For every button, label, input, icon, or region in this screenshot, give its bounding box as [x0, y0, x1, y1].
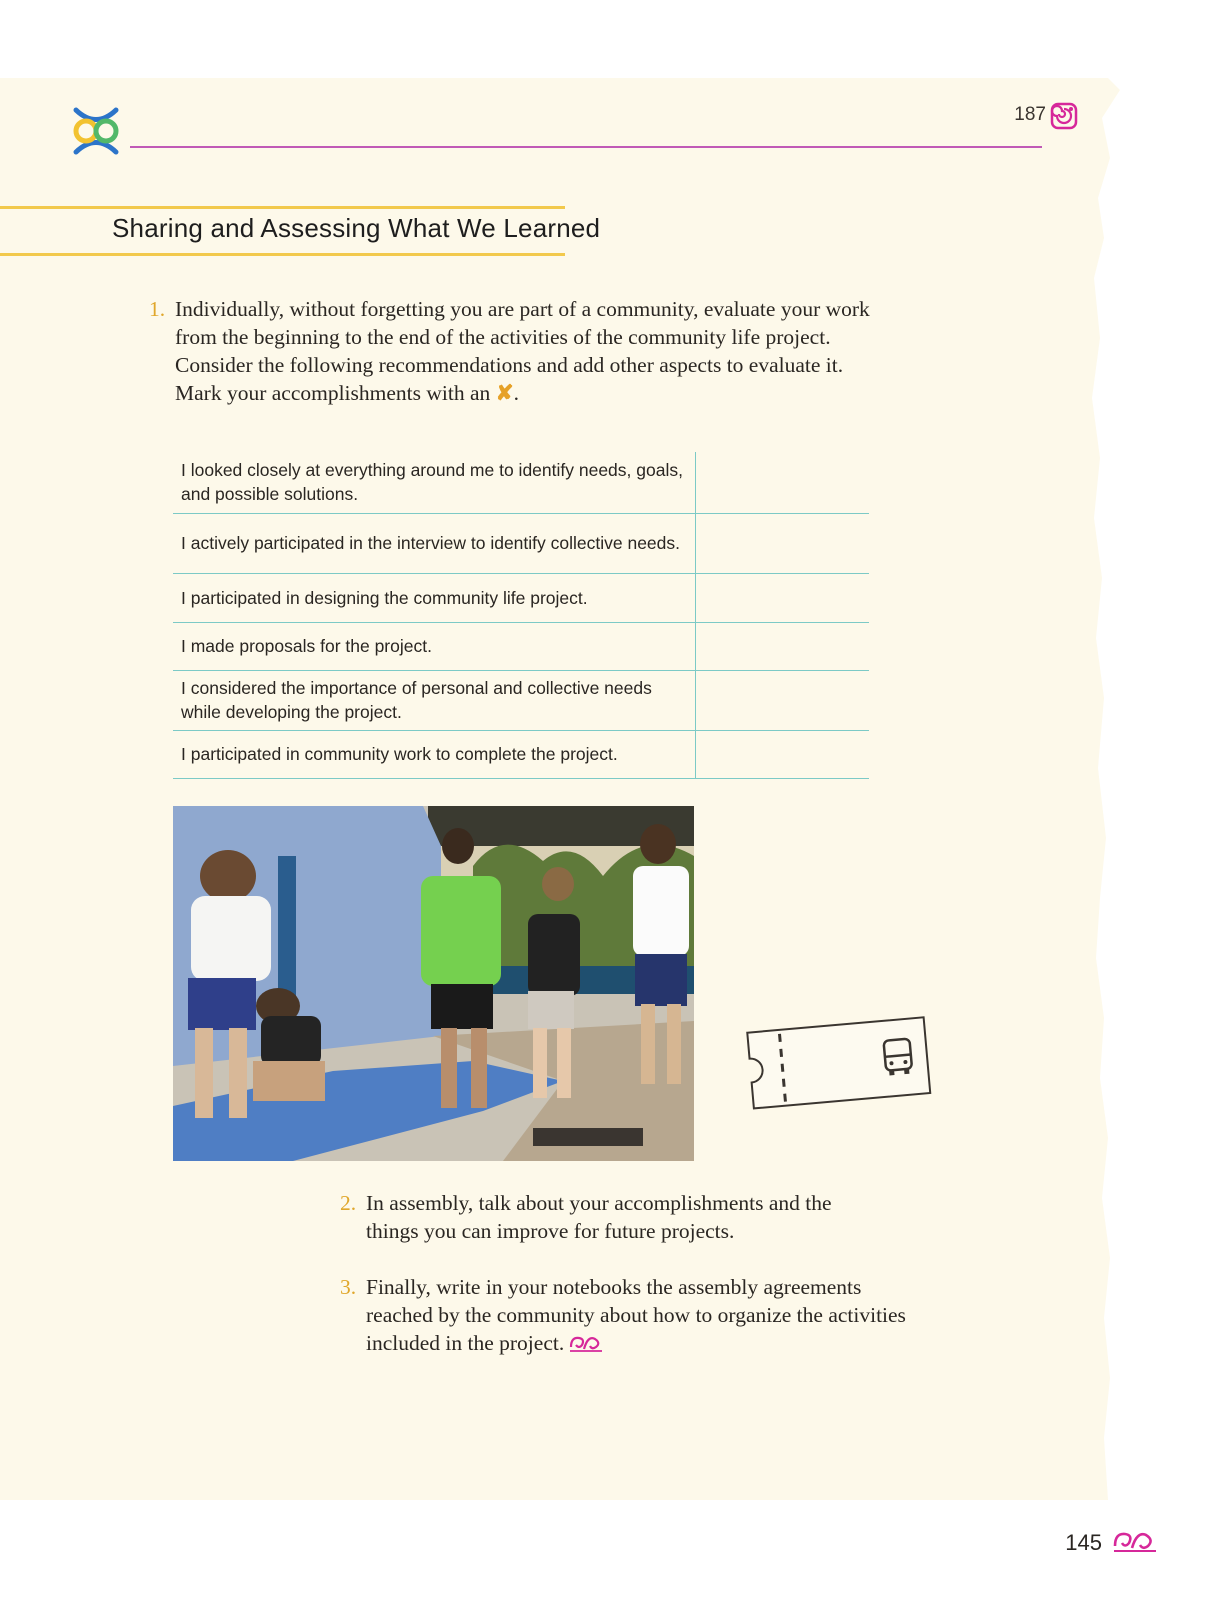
criterion-text: I made proposals for the project. — [173, 622, 696, 670]
criterion-text: I looked closely at everything around me to identify needs, goals, and possible solutions. — [173, 452, 696, 513]
instruction-3 — [340, 1273, 906, 1357]
instruction-text: Individually, without forgetting you are part of a community, evaluate your work from the beginning to the end of the activities of the community life project. Consider the following recommendations and add other aspects to evaluate it. Mark your accomplishments with an — [175, 297, 870, 405]
criterion-text: I participated in designing the community life project. — [173, 573, 696, 622]
criterion-text: I considered the importance of personal and collective needs while developing the project. — [173, 670, 696, 730]
mark-cell[interactable] — [696, 730, 870, 778]
ornament-icon — [1050, 102, 1078, 130]
table-row — [173, 452, 869, 513]
ornament-icon — [568, 1333, 604, 1353]
table-row — [173, 573, 869, 622]
mark-cell[interactable] — [696, 513, 870, 573]
section-title: Sharing and Assessing What We Learned — [112, 213, 601, 243]
mark-cell[interactable] — [696, 452, 870, 513]
mark-cell[interactable] — [696, 622, 870, 670]
criterion-text: I participated in community work to complete the project. — [173, 730, 696, 778]
community-logo-icon — [70, 105, 122, 157]
ornament-icon — [1112, 1528, 1158, 1554]
instruction-1 — [149, 295, 875, 407]
table-row — [173, 730, 869, 778]
instruction-number: 3. — [340, 1275, 357, 1299]
table-row — [173, 622, 869, 670]
children-painting-photo — [173, 806, 694, 1161]
table-row — [173, 513, 869, 573]
page-number-bottom: 145 — [1065, 1530, 1102, 1555]
instruction-number: 2. — [340, 1191, 357, 1215]
header-rule — [130, 146, 1042, 148]
instruction-tail: . — [513, 381, 520, 405]
table-row — [173, 670, 869, 730]
mark-cell[interactable] — [696, 670, 870, 730]
instruction-number: 1. — [149, 297, 166, 321]
instruction-text: Finally, write in your notebooks the assembly agreements reached by the community about how to organize the activities included in the project. — [366, 1275, 906, 1355]
bus-ticket-illustration — [740, 1003, 935, 1118]
self-evaluation-table — [173, 452, 869, 779]
mark-cell[interactable] — [696, 573, 870, 622]
instruction-text: In assembly, talk about your accomplishments and the things you can improve for future projects. — [366, 1191, 832, 1243]
instruction-2 — [340, 1189, 886, 1245]
x-mark-icon: ✘ — [495, 381, 514, 405]
criterion-text: I actively participated in the interview to identify collective needs. — [173, 513, 696, 573]
page-number-top: 187 — [1014, 104, 1046, 125]
